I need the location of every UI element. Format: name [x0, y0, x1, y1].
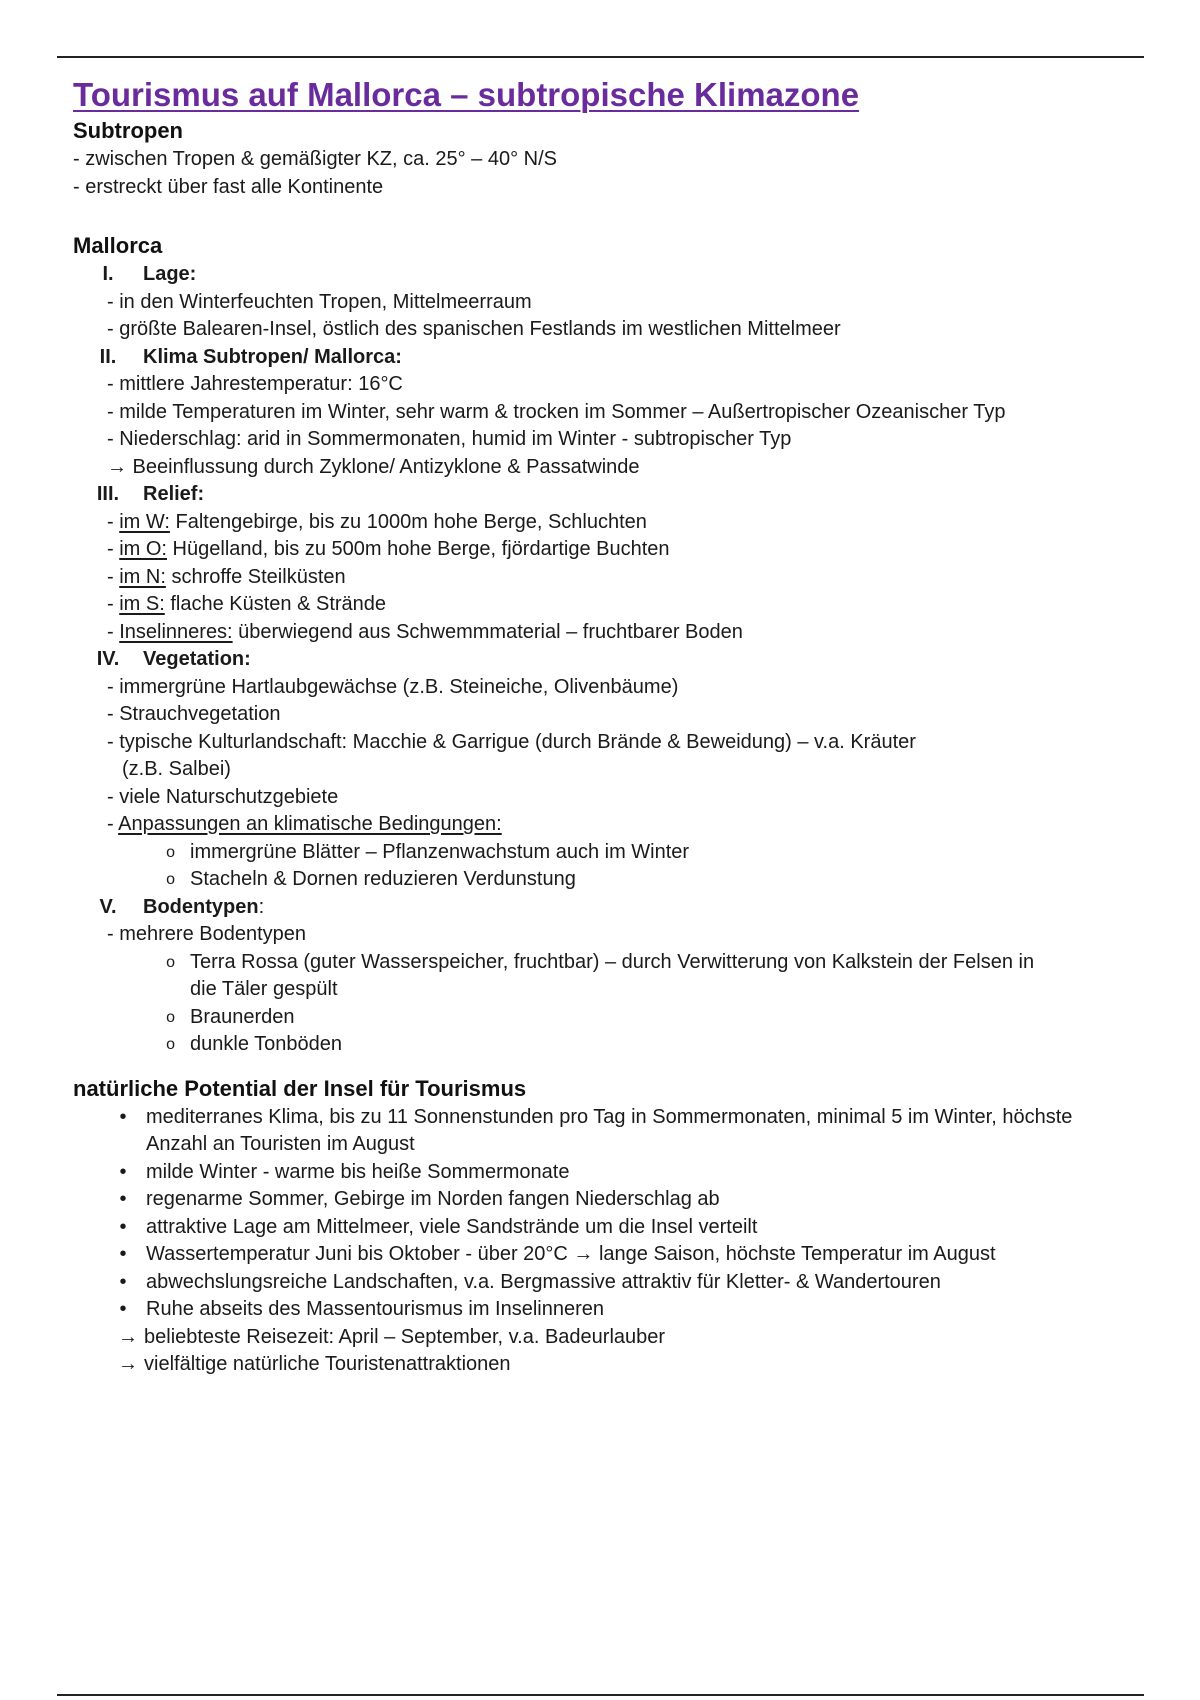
bullet-item: [73, 1269, 1133, 1297]
conclusion-item: [73, 1351, 1133, 1379]
circle-bullet-icon: o: [166, 871, 175, 888]
section-subtropen: [73, 116, 1133, 201]
bullet-item: [73, 1214, 1133, 1242]
bottom-rule: [57, 1694, 1144, 1696]
heading-subtropen: Subtropen: [73, 118, 183, 143]
section-mallorca: [73, 231, 1133, 1059]
sub-list-text: immergrüne Blätter – Pflanzenwachstum auch im Winter: [190, 840, 690, 863]
circle-bullet-icon: o: [166, 953, 175, 971]
subtropen-line: - erstreckt über fast alle Kontinente: [73, 175, 384, 198]
list-item: - Strauchvegetation: [107, 703, 281, 725]
relief-text: Hügelland, bis zu 500m hohe Berge, fjördartige Buchten: [167, 538, 670, 560]
bullet-item: [73, 1186, 1133, 1214]
heading-lage: [73, 261, 1133, 289]
relief-key: im O:: [119, 538, 167, 560]
bullet-text: Ruhe abseits des Massentourismus im Inselinneren: [146, 1298, 604, 1320]
relief-key: im N:: [119, 565, 166, 588]
bullet-icon: •: [119, 1243, 127, 1265]
conclusion-text: vielfältige natürliche Touristenattraktionen: [144, 1353, 511, 1375]
arrow-right-icon: →: [118, 1353, 138, 1375]
sub-list-text: Terra Rossa (guter Wasserspeicher, fruchtbar) – durch Verwitterung von Kalkstein der Felsen in die Täler gespült: [190, 950, 1035, 1000]
sub-list-item: [73, 839, 1133, 867]
list-item: - mehrere Bodentypen: [107, 923, 307, 945]
sub-list-item: [73, 866, 1133, 894]
relief-text: Faltengebirge, bis zu 1000m hohe Berge, Schluchten: [169, 510, 647, 533]
subheading-label: Relief:: [143, 483, 205, 505]
list-item: - immergrüne Hartlaubgewächse (z.B. Steineiche, Olivenbäume): [107, 675, 679, 698]
document-page: [73, 74, 1133, 1379]
roman-numeral: V.: [99, 895, 117, 918]
roman-numeral: I.: [102, 263, 114, 285]
heading-bodentypen: [73, 894, 1133, 922]
heading-potential: natürliche Potential der Insel für Tourismus: [73, 1075, 527, 1101]
subheading-label: Lage:: [143, 263, 197, 285]
list-item: - im O: Hügelland, bis zu 500m hohe Berge, fjördartige Buchten: [107, 538, 670, 560]
roman-numeral: III.: [96, 483, 120, 505]
bullet-item: [73, 1241, 1133, 1269]
relief-key: im W:: [119, 510, 170, 533]
sub-list-text: Braunerden: [190, 1005, 295, 1028]
bullet-text: mediterranes Klima, bis zu 11 Sonnenstunden pro Tag in Sommermonaten, minimal 5 im Winter, höchste Anzahl an Touristen im August: [146, 1105, 1073, 1155]
conclusion-item: [73, 1324, 1133, 1352]
heading-relief: [73, 481, 1133, 509]
relief-text: überwiegend aus Schwemmmaterial – fruchtbarer Boden: [232, 620, 743, 643]
list-item: - viele Naturschutzgebiete: [107, 785, 339, 808]
list-item-continuation: (z.B. Salbei): [122, 758, 231, 780]
heading-mallorca: Mallorca: [73, 233, 163, 258]
page-title: Tourismus auf Mallorca – subtropische Klimazone: [73, 76, 860, 113]
list-item: - größte Balearen-Insel, östlich des spanischen Festlands im westlichen Mittelmeer: [107, 318, 841, 340]
list-item: - mittlere Jahrestemperatur: 16°C: [107, 373, 403, 395]
bullet-text: regenarme Sommer, Gebirge im Norden fangen Niederschlag ab: [146, 1188, 720, 1210]
subheading-label: [143, 894, 264, 922]
bullet-icon: •: [119, 1160, 127, 1183]
bullet-text: Wassertemperatur Juni bis Oktober - über 20°C → lange Saison, höchste Temperatur im August: [146, 1243, 996, 1265]
circle-bullet-icon: o: [166, 1036, 175, 1053]
bodentypen-colon: :: [258, 895, 265, 918]
circle-bullet-icon: o: [166, 1008, 175, 1026]
sub-list-item: [73, 1004, 1133, 1032]
bullet-icon: •: [119, 1188, 127, 1210]
bullet-item: [73, 1104, 1133, 1159]
sub-list-item: [73, 949, 1133, 1004]
bullet-text: milde Winter - warme bis heiße Sommermonate: [146, 1160, 570, 1183]
bullet-text: attraktive Lage am Mittelmeer, viele Sandstrände um die Insel verteilt: [146, 1215, 758, 1238]
bullet-icon: •: [119, 1298, 127, 1320]
arrow-right-icon: →: [118, 1325, 138, 1348]
bullet-icon: •: [119, 1270, 127, 1293]
roman-numeral: IV.: [96, 648, 120, 670]
relief-text: flache Küsten & Strände: [164, 593, 387, 615]
bullet-item: [73, 1159, 1133, 1187]
list-item: - milde Temperaturen im Winter, sehr warm & trocken im Sommer – Außertropischer Ozeanischer Typ: [107, 400, 1006, 423]
relief-text: schroffe Steilküsten: [165, 565, 346, 588]
list-item: - in den Winterfeuchten Tropen, Mittelmeerraum: [107, 290, 532, 313]
list-item: - im N: schroffe Steilküsten: [107, 565, 346, 588]
roman-numeral: II.: [99, 345, 117, 368]
bodentypen-label: Bodentypen: [143, 895, 259, 918]
heading-vegetation: [73, 646, 1133, 674]
list-item: - Niederschlag: arid in Sommermonaten, humid im Winter - subtropischer Typ: [107, 428, 792, 450]
list-item: - Inselinneres: überwiegend aus Schwemmmaterial – fruchtbarer Boden: [107, 620, 743, 643]
circle-bullet-icon: o: [166, 843, 175, 861]
heading-klima: [73, 344, 1133, 372]
relief-key: Inselinneres:: [119, 620, 233, 643]
list-item-conclusion: → Beeinflussung durch Zyklone/ Antizyklone & Passatwinde: [107, 455, 640, 478]
section-potential: [73, 1074, 1133, 1379]
list-item: - im W: Faltengebirge, bis zu 1000m hohe Berge, Schluchten: [107, 510, 647, 533]
top-rule: [57, 56, 1144, 58]
list-item: - im S: flache Küsten & Strände: [107, 593, 387, 615]
bullet-icon: •: [119, 1215, 127, 1238]
bullet-icon: •: [119, 1105, 127, 1128]
subheading-label: Klima Subtropen/ Mallorca:: [143, 345, 402, 368]
sub-list-text: dunkle Tonböden: [190, 1033, 342, 1055]
sub-list-text: Stacheln & Dornen reduzieren Verdunstung: [190, 868, 576, 890]
conclusion-text: beliebteste Reisezeit: April – September, v.a. Badeurlauber: [144, 1325, 666, 1348]
subheading-label: Vegetation:: [143, 648, 251, 670]
bullet-text: abwechslungsreiche Landschaften, v.a. Bergmassive attraktiv für Kletter- & Wandertouren: [146, 1270, 941, 1293]
anpassung-label: Anpassungen an klimatische Bedingungen:: [118, 813, 502, 835]
sub-list-item: [73, 1031, 1133, 1059]
dash-prefix: -: [107, 813, 119, 835]
list-item: - typische Kulturlandschaft: Macchie & Garrigue (durch Brände & Beweidung) – v.a. Kräuter: [107, 730, 916, 753]
bullet-item: [73, 1296, 1133, 1324]
relief-key: im S:: [119, 593, 165, 615]
list-item: [73, 811, 1133, 839]
subtropen-line: - zwischen Tropen & gemäßigter KZ, ca. 25° – 40° N/S: [73, 148, 557, 170]
